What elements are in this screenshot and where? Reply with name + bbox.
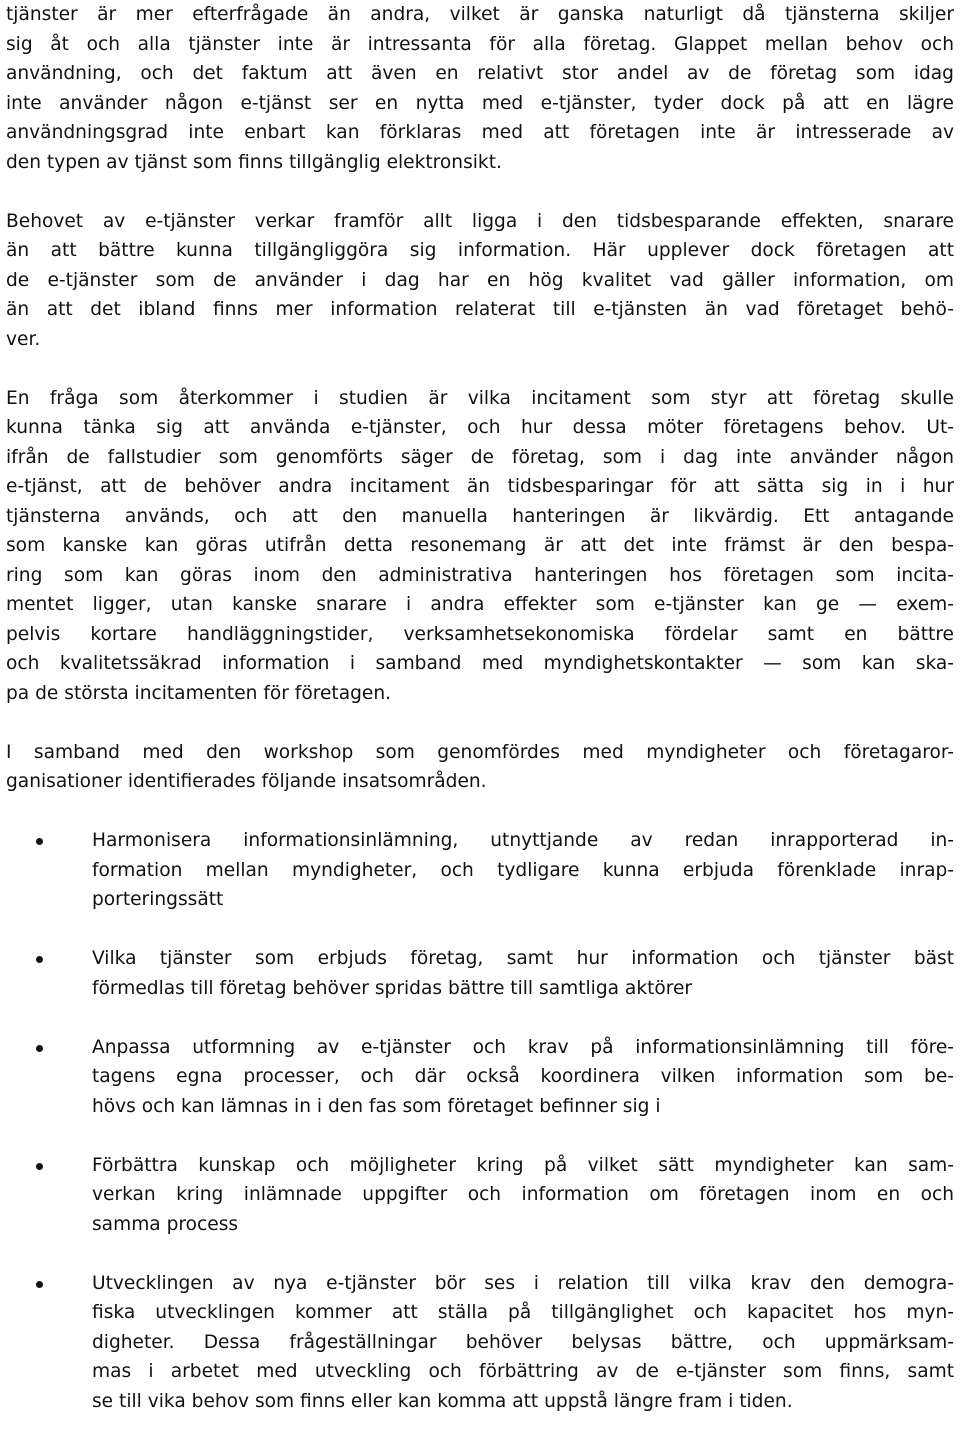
- list-item: [6, 1151, 954, 1240]
- bullet-icon: [36, 956, 43, 963]
- text-line: I samband med den workshop som genomfördes med myndigheter och företagaror-: [6, 741, 954, 763]
- text-line: formation mellan myndigheter, och tydligare kunna erbjuda förenklade inrap-: [92, 859, 954, 881]
- text-line: Förbättra kunskap och möjligheter kring på vilket sätt myndigheter kan sam-: [92, 1154, 954, 1176]
- text-line: de e-tjänster som de använder i dag har en hög kvalitet vad gäller information, om: [6, 269, 954, 291]
- document-page: [6, 0, 954, 1446]
- text-line: pa de största incitamenten för företagen.: [6, 682, 392, 704]
- text-line: Behovet av e-tjänster verkar framför allt ligga i den tidsbesparande effekten, snarare: [6, 210, 954, 232]
- text-line: som kanske kan göras utifrån detta resonemang är att det inte främst är den bespa-: [6, 535, 954, 556]
- text-line: Harmonisera informationsinlämning, utnyttjande av redan inrapporterad in-: [92, 830, 954, 851]
- text-line: ver.: [6, 328, 41, 350]
- bullet-icon: [36, 1163, 43, 1170]
- list-item: [6, 1033, 954, 1122]
- list-item-text: [92, 1151, 954, 1240]
- paragraph-3: [6, 384, 954, 709]
- text-line: e-tjänst, att de behöver andra incitament än tidsbesparingar för att sätta sig in i hur: [6, 476, 954, 497]
- text-line: se till vika behov som finns eller kan komma att uppstå längre fram i tiden.: [92, 1390, 793, 1412]
- text-line: ring som kan göras inom den administrativa hanteringen hos företagen som incita-: [6, 564, 954, 586]
- text-line: än att bättre kunna tillgängliggöra sig information. Här upplever dock företagen att: [6, 240, 954, 261]
- text-line: mas i arbetet med utveckling och förbättring av de e-tjänster som finns, samt: [92, 1361, 954, 1382]
- list-item-text: [92, 826, 954, 915]
- text-line: Anpassa utformning av e-tjänster och krav på informationsinlämning till före-: [92, 1036, 954, 1058]
- text-line: ifrån de fallstudier som genomförts säger de företag, som i dag inte använder någon: [6, 446, 954, 468]
- list-item: [6, 944, 954, 1003]
- text-line: hövs och kan lämnas in i den fas som företaget befinner sig i: [92, 1095, 661, 1117]
- text-line: En fråga som återkommer i studien är vilka incitament som styr att företag skulle: [6, 387, 954, 409]
- text-line: tagens egna processer, och där också koordinera vilken information som be-: [92, 1066, 954, 1087]
- text-line: sig åt och alla tjänster inte är intressanta för alla företag. Glappet mellan behov och: [6, 33, 954, 55]
- text-line: mentet ligger, utan kanske snarare i andra effekter som e-tjänster kan ge — exem-: [6, 594, 954, 615]
- text-line: Vilka tjänster som erbjuds företag, samt hur information och tjänster bäst: [92, 948, 954, 969]
- text-line: användning, och det faktum att även en relativt stor andel av de företag som idag: [6, 63, 954, 84]
- bullet-icon: [36, 1045, 43, 1052]
- text-line: förmedlas till företag behöver spridas bättre till samtliga aktörer: [92, 977, 693, 999]
- text-line: tjänster är mer efterfrågade än andra, vilket är ganska naturligt då tjänsterna skiljer: [6, 4, 954, 25]
- text-line: användningsgrad inte enbart kan förklaras med att företagen inte är intresserade av: [6, 122, 954, 143]
- text-line: kunna tänka sig att använda e-tjänster, och hur dessa möter företagens behov. Ut-: [6, 417, 954, 438]
- paragraph-1: [6, 0, 954, 177]
- text-line: pelvis kortare handläggningstider, verksamhetsekonomiska fördelar samt en bättre: [6, 623, 954, 645]
- text-line: inte använder någon e-tjänst ser en nytta med e-tjänster, tyder dock på att en lägre: [6, 92, 954, 114]
- paragraph-2: [6, 207, 954, 355]
- text-line: porteringssätt: [92, 889, 224, 910]
- list-item-text: [92, 944, 954, 1003]
- text-line: ganisationer identifierades följande insatsområden.: [6, 771, 487, 792]
- text-line: samma process: [92, 1213, 239, 1235]
- bullet-icon: [36, 1281, 43, 1288]
- bullet-icon: [36, 838, 43, 845]
- list-item-text: [92, 1269, 954, 1417]
- list-item: [6, 826, 954, 915]
- text-line: fiska utvecklingen kommer att ställa på tillgänglighet och kapacitet hos myn-: [92, 1302, 954, 1323]
- focus-areas-list: [6, 826, 954, 1416]
- paragraph-4: [6, 738, 954, 797]
- list-item-text: [92, 1033, 954, 1122]
- text-line: tjänsterna används, och att den manuella hanteringen är likvärdig. Ett antagande: [6, 505, 954, 527]
- text-line: digheter. Dessa frågeställningar behöver belysas bättre, och uppmärksam-: [92, 1331, 954, 1353]
- text-line: den typen av tjänst som finns tillgänglig elektronsikt.: [6, 151, 502, 173]
- text-line: än att det ibland finns mer information relaterat till e-tjänsten än vad företaget behö-: [6, 299, 954, 320]
- text-line: och kvalitetssäkrad information i samband med myndighetskontakter — som kan ska-: [6, 653, 954, 674]
- text-line: Utvecklingen av nya e-tjänster bör ses i relation till vilka krav den demogra-: [92, 1272, 954, 1294]
- list-item: [6, 1269, 954, 1417]
- text-line: verkan kring inlämnade uppgifter och information om företagen inom en och: [92, 1184, 954, 1205]
